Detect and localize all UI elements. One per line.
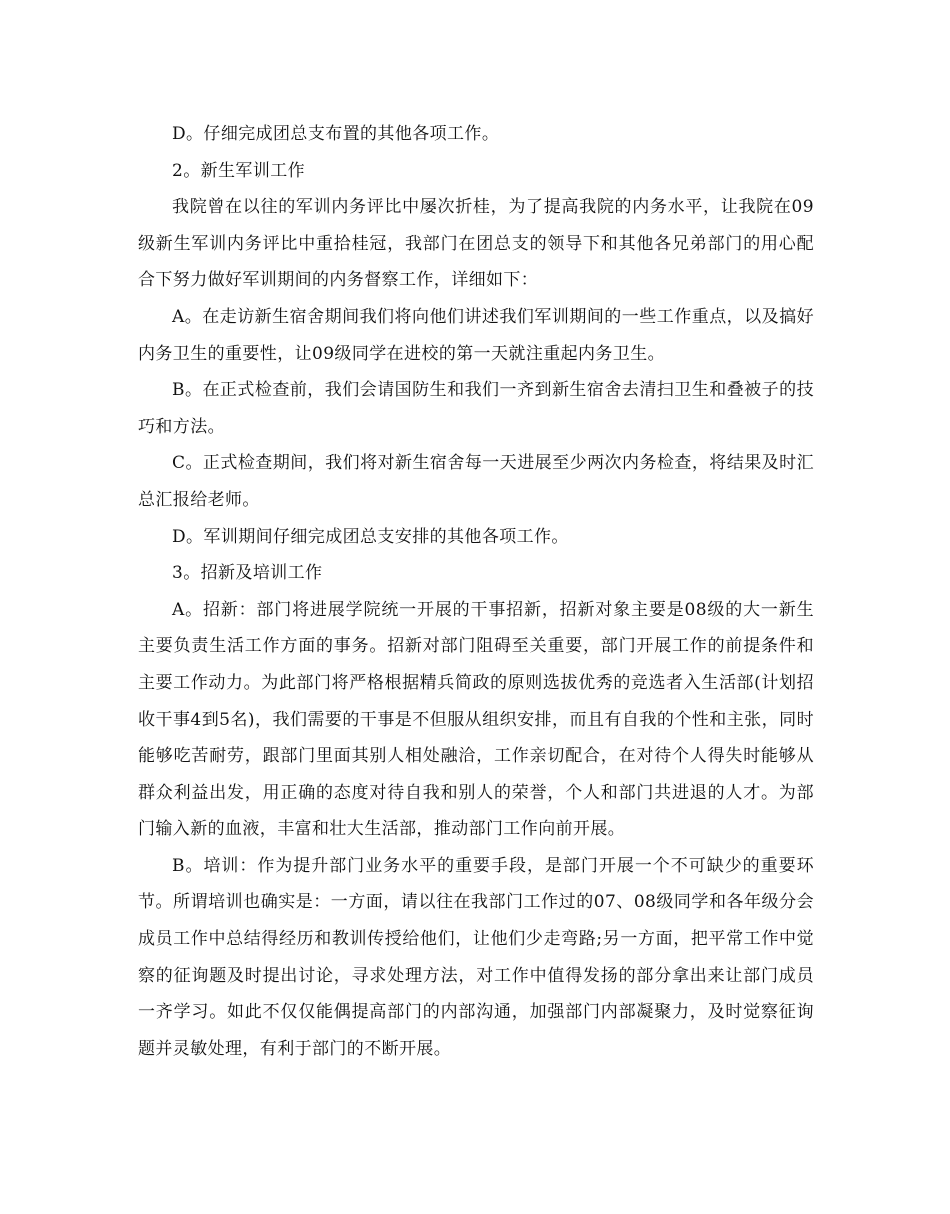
document-body xyxy=(138,116,814,1067)
paragraph-item-a-dorm-visit: A。在走访新生宿舍期间我们将向他们讲述我们军训期间的一些工作重点，以及搞好内务卫生的重要性，让09级同学在进校的第一天就注重起内务卫生。 xyxy=(138,306,814,364)
paragraph-item-c-inspection-period: C。正式检查期间，我们将对新生宿舍每一天进展至少两次内务检查，将结果及时汇总汇报给老师。 xyxy=(138,453,814,510)
paragraph-item-a-recruitment: A。招新：部门将进展学院统一开展的干事招新，招新对象主要是08级的大一新生主要负责生活工作方面的事务。招新对部门阻碍至关重要，部门开展工作的前提条件和主要工作动力。为此部门将严格根据精兵简政的原则选拔优秀的竞选者入生活部(计划招收干事4到5名)，我们需要的干事是不但服从组织安排，而且有自我的个性和主张，同时能够吃苦耐劳，跟部门里面其别人相处融洽，工作亲切配合，在对待个人得失时能够从群众利益出发，用正确的态度对待自我和别人的荣誉，个人和部门共进退的人才。为部门输入新的血液，丰富和壮大生活部，推动部门工作向前开展。 xyxy=(138,599,814,840)
paragraph-item-d-finish-tasks: D。仔细完成团总支布置的其他各项工作。 xyxy=(172,124,500,144)
paragraph-item-d-training-tasks: D。军训期间仔细完成团总支安排的其他各项工作。 xyxy=(172,526,569,547)
paragraph-item-b-training: B。培训：作为提升部门业务水平的重要手段，是部门开展一个不可缺少的重要环节。所谓培训也确实是：一方面，请以往在我部门工作过的07、08级同学和各年级分会成员工作中总结得经历和教训传授给他们，让他们少走弯路;另一方面，把平常工作中觉察的征询题及时提出讨论，寻求处理方法，对工作中值得发扬的部分拿出来让部门成员一齐学习。如此不仅仅能偶提高部门的内部沟通，加强部门内部凝聚力，及时觉察征询题并灵敏处理，有利于部门的不断开展。 xyxy=(138,855,814,1059)
section-heading-military-training: 2。新生军训工作 xyxy=(172,160,306,181)
paragraph-item-b-before-inspection: B。在正式检查前，我们会请国防生和我们一齐到新生宿舍去清扫卫生和叠被子的技巧和方法。 xyxy=(138,380,814,437)
section-heading-recruitment-training: 3。招新及培训工作 xyxy=(172,563,323,584)
paragraph-military-training-intro: 我院曾在以往的军训内务评比中屡次折桂，为了提高我院的内务水平，让我院在09级新生军训内务评比中重拾桂冠，我部门在团总支的领导下和其他各兄弟部门的用心配合下努力做好军训期间的内务督察工作，详细如下： xyxy=(138,197,814,291)
